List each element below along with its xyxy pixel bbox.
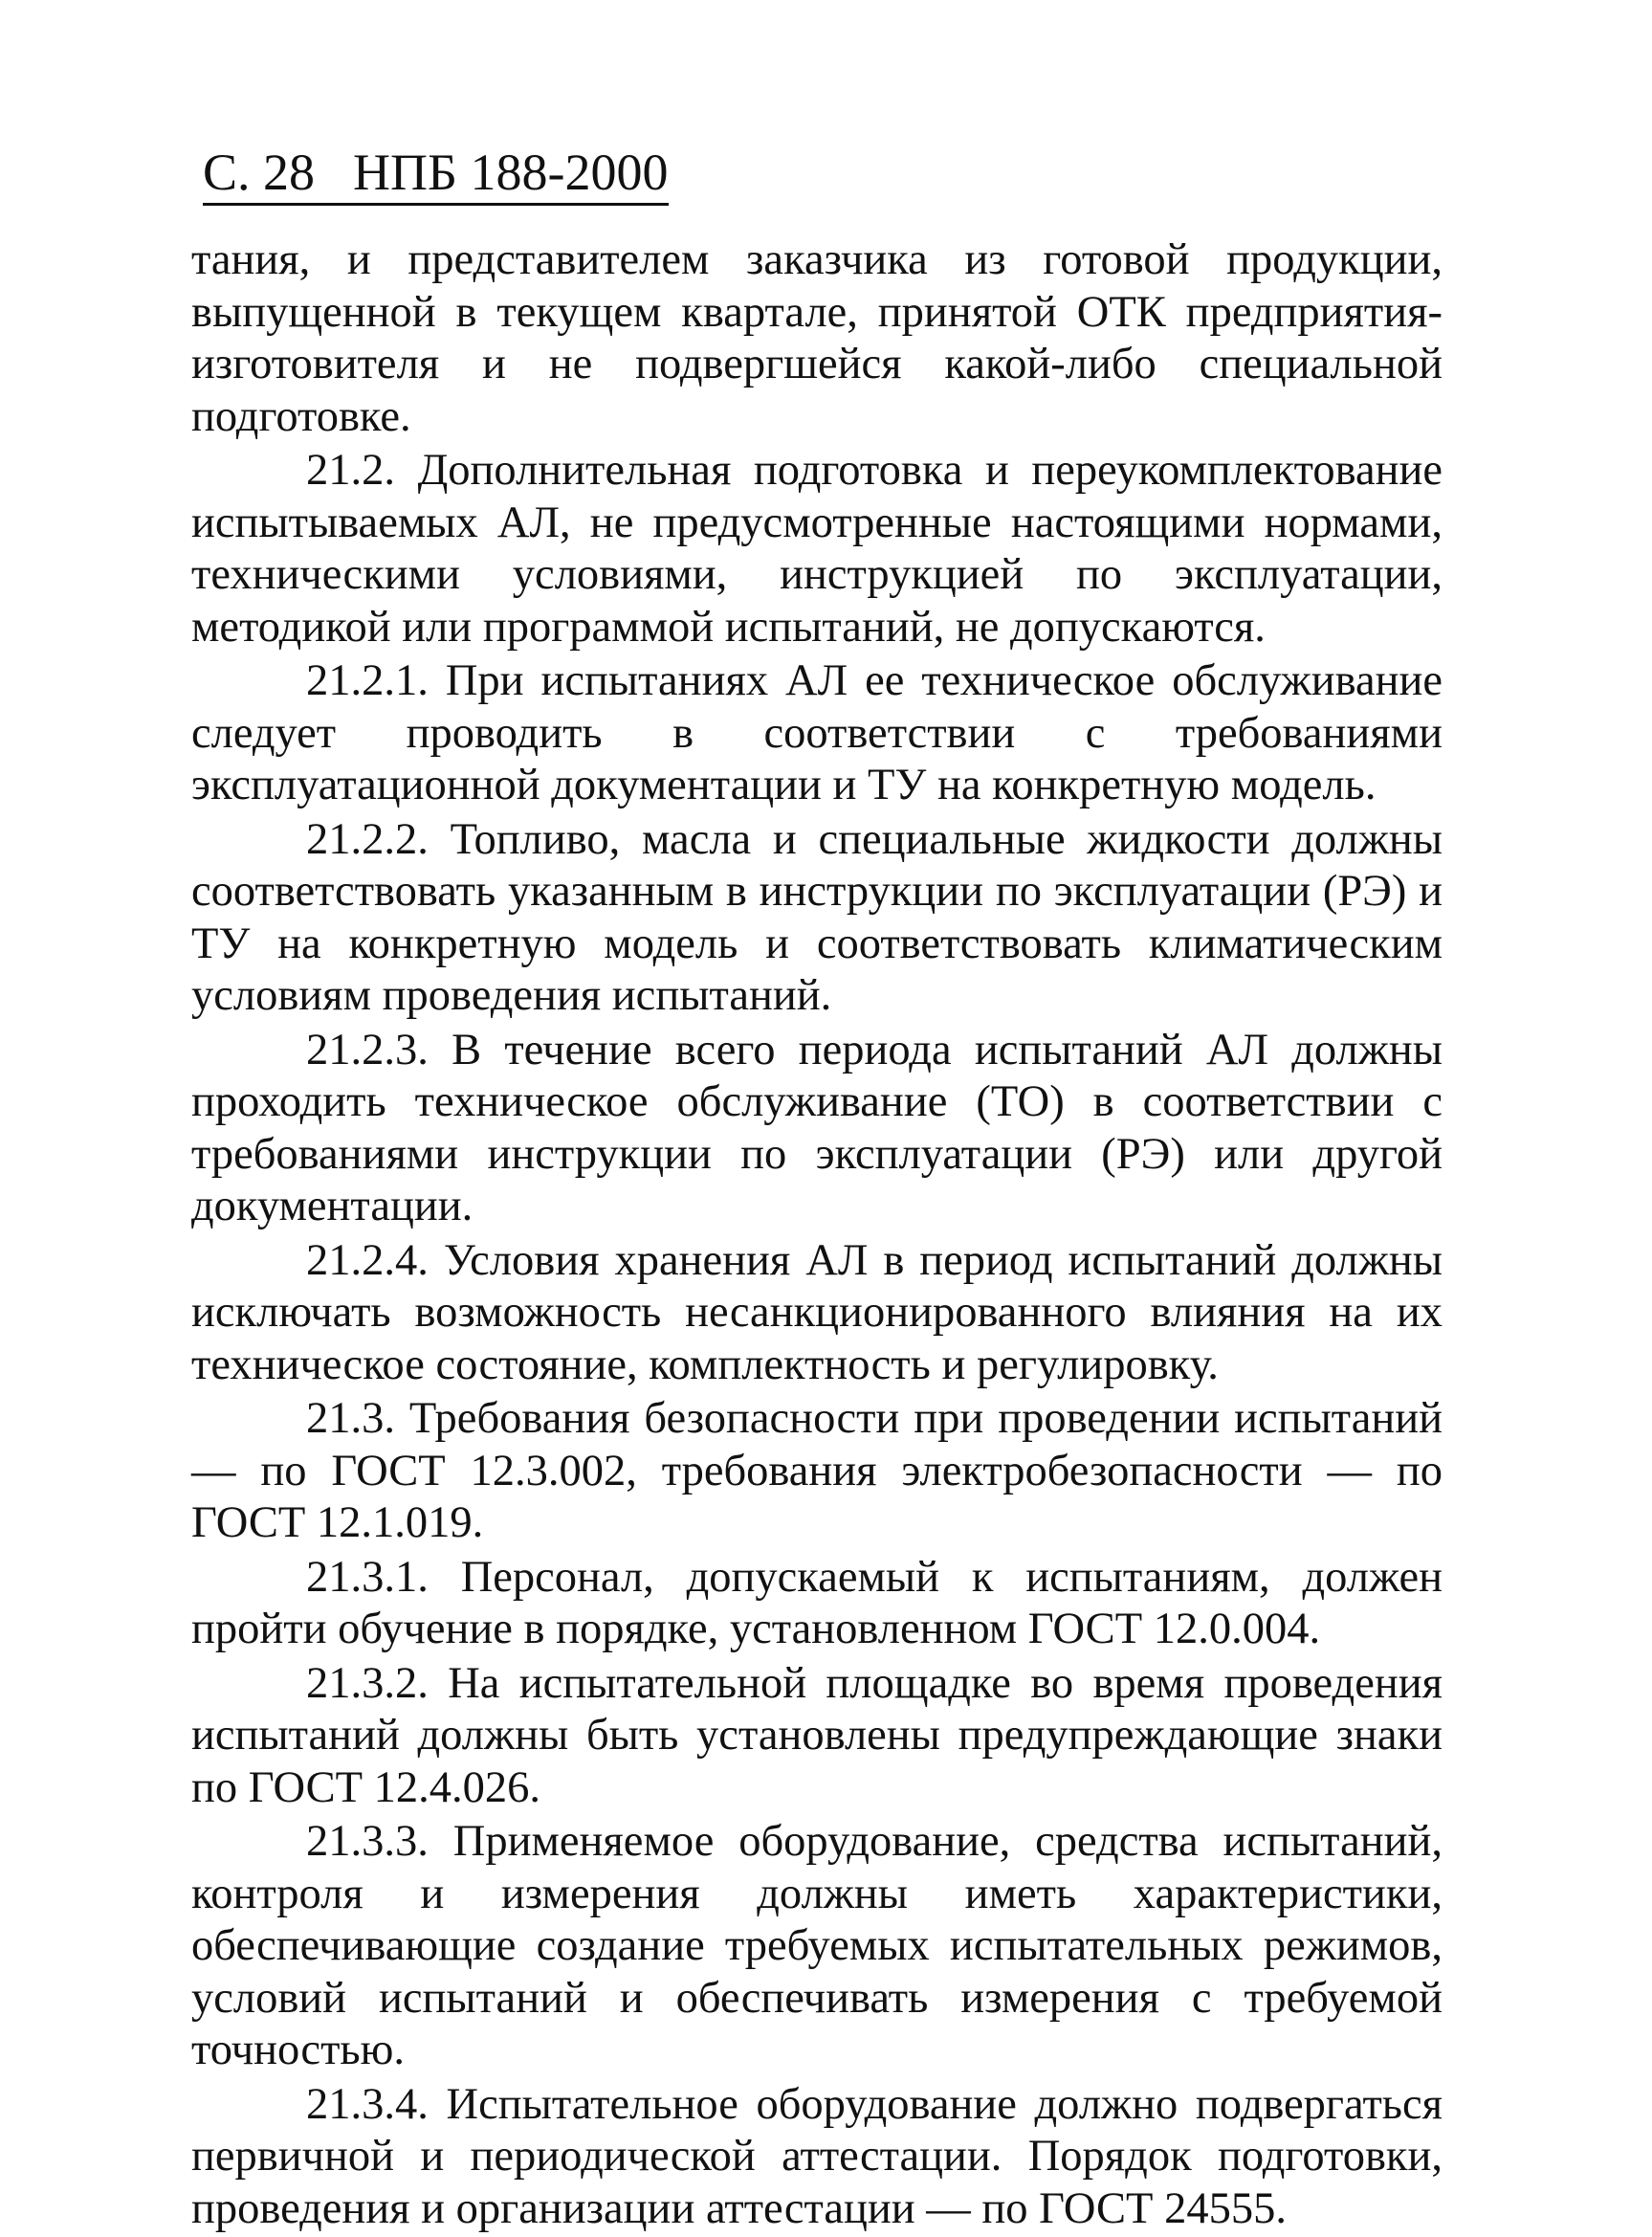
paragraph-continuation: тания, и представителем заказчика из готовой продукции, выпущенной в текущем квартале, принятой ОТК предприятия-изготовителя и не подвергшейся какой-либо специальной подготовке. <box>191 235 1443 441</box>
paragraph-21-3: 21.3. Требования безопасности при проведении испытаний — по ГОСТ 12.3.002, требования электробезопасности — по ГОСТ 12.1.019. <box>191 1394 1443 1547</box>
paragraph-21-2-3: 21.2.3. В течение всего периода испытаний АЛ должны проходить техническое обслуживание (ТО) в соответствии с требованиями инструкции по эксплуатации (РЭ) или другой документации. <box>191 1025 1443 1230</box>
paragraph-21-2-4: 21.2.4. Условия хранения АЛ в период испытаний должны исключать возможность несанкционированного влияния на их техническое состояние, комплектность и регулировку. <box>191 1235 1443 1389</box>
paragraph-21-2: 21.2. Дополнительная подготовка и переукомплектование испытываемых АЛ, не предусмотренные настоящими нормами, техническими условиями, инструкцией по эксплуатации, методикой или программой испытаний, не допускаются. <box>191 446 1443 652</box>
page-number: С. 28 <box>203 144 316 201</box>
paragraph-21-3-2: 21.3.2. На испытательной площадке во время проведения испытаний должны быть установлены предупреждающие знаки по ГОСТ 12.4.026. <box>191 1658 1443 1812</box>
page-header <box>203 144 669 206</box>
paragraph-21-2-2: 21.2.2. Топливо, масла и специальные жидкости должны соответствовать указанным в инструкции по эксплуатации (РЭ) и ТУ на конкретную модель и соответствовать климатическим условиям проведения испытаний. <box>191 814 1443 1020</box>
document-code: НПБ 188-2000 <box>353 144 669 201</box>
paragraph-21-3-4: 21.3.4. Испытательное оборудование должно подвергаться первичной и периодической аттестации. Порядок подготовки, проведения и организации аттестации — по ГОСТ 24555. <box>191 2079 1443 2233</box>
paragraph-21-3-1: 21.3.1. Персонал, допускаемый к испытаниям, должен пройти обучение в порядке, установленном ГОСТ 12.0.004. <box>191 1552 1443 1653</box>
paragraph-21-2-1: 21.2.1. При испытаниях АЛ ее техническое обслуживание следует проводить в соответствии с требованиями эксплуатационной документации и ТУ на конкретную модель. <box>191 656 1443 809</box>
document-body <box>191 234 1443 2237</box>
paragraph-21-3-3: 21.3.3. Применяемое оборудование, средства испытаний, контроля и измерения должны иметь характеристики, обеспечивающие создание требуемых испытательных режимов, условий испытаний и обеспечивать измерения с требуемой точностью. <box>191 1817 1443 2074</box>
